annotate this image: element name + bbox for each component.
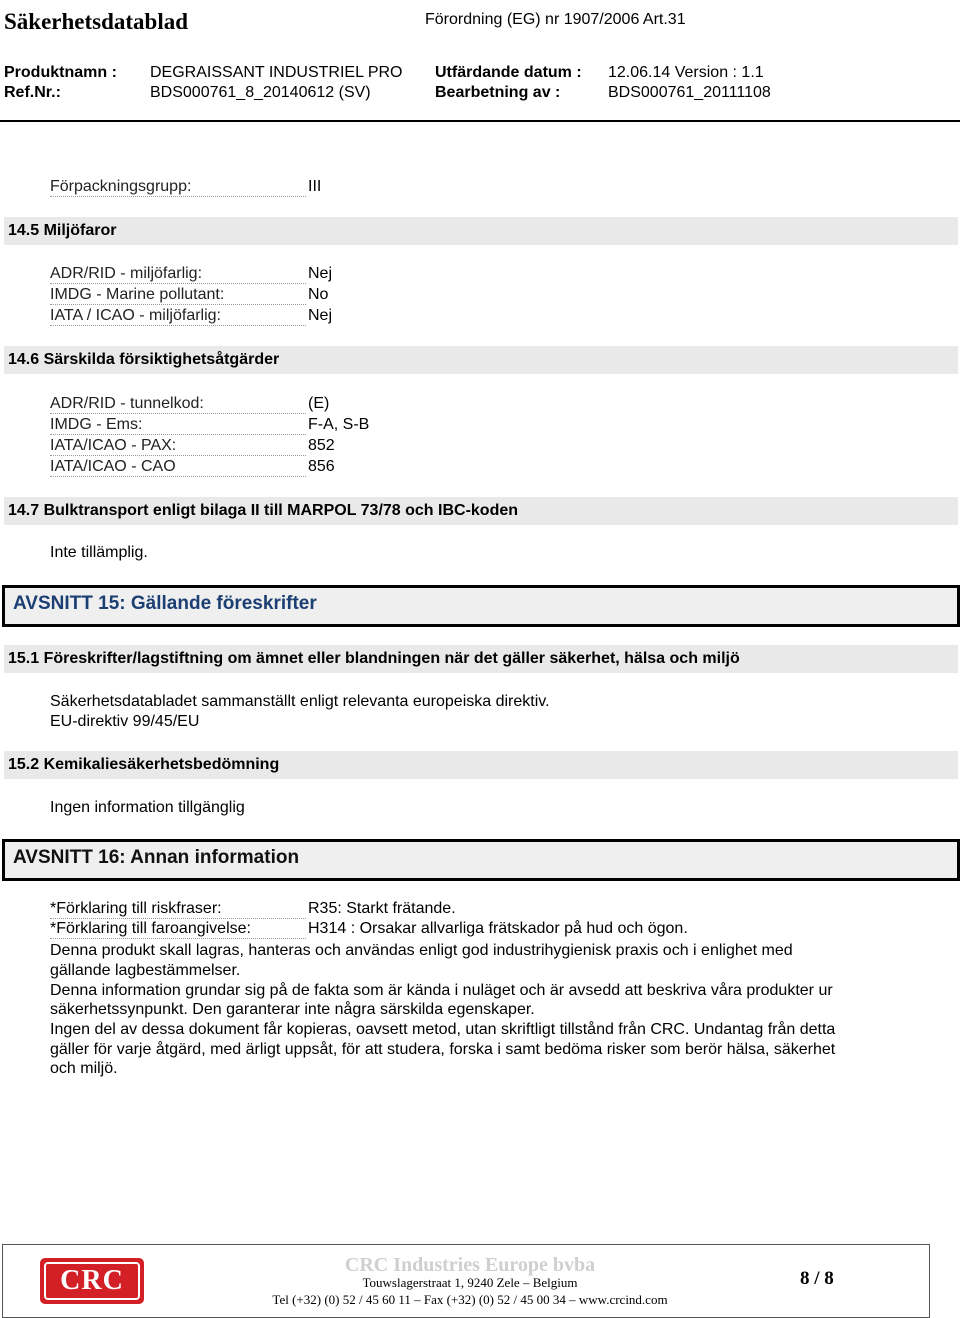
section-14-5-bar: [4, 217, 958, 245]
paragraph-line: Denna produkt skall lagras, hanteras och användas enligt god industrihygienisk praxis och i enlighet med: [50, 942, 793, 959]
packing-group-label: Förpackningsgrupp:: [50, 178, 306, 197]
paragraph-line: gäller för varje åtgärd, med ärligt uppsåt, för att studera, forska i samt bedöma risker som berör hälsa, säkerhet: [50, 1041, 836, 1058]
kv-value: 856: [308, 458, 335, 475]
product-name-label: Produktnamn :: [4, 64, 117, 81]
section-14-6-heading: 14.6 Särskilda försiktighetsåtgärder: [8, 351, 280, 368]
kv-value: (E): [308, 395, 330, 412]
kv-label: IATA/ICAO - CAO: [50, 458, 306, 477]
page-number: 8 / 8: [800, 1268, 834, 1289]
section-15-2-heading: 15.2 Kemikaliesäkerhetsbedömning: [8, 756, 280, 773]
kv-label: ADR/RID - miljöfarlig:: [50, 265, 306, 284]
section-16-title: AVSNITT 16: Annan information: [13, 847, 300, 868]
section-15-1-line: Säkerhetsdatabladet sammanställt enligt relevanta europeiska direktiv.: [50, 693, 550, 710]
kv-value: No: [308, 286, 329, 303]
packing-group-value: III: [308, 178, 322, 195]
footer-contact: Tel (+32) (0) 52 / 45 60 11 – Fax (+32) (0) 52 / 45 00 34 – www.crcind.com: [272, 1292, 668, 1307]
paragraph-line: och miljö.: [50, 1060, 118, 1077]
ref-number-value: BDS000761_8_20140612 (SV): [150, 84, 371, 101]
product-name-value: DEGRAISSANT INDUSTRIEL PRO: [150, 64, 403, 81]
section-15-2-text: Ingen information tillgänglig: [50, 799, 245, 816]
section-15-1-bar: [4, 645, 958, 673]
section-14-5-heading: 14.5 Miljöfaror: [8, 222, 117, 239]
kv-label: IATA / ICAO - miljöfarlig:: [50, 307, 306, 326]
kv-label: IATA/ICAO - PAX:: [50, 437, 306, 456]
hazard-statements-label: *Förklaring till faroangivelse:: [50, 920, 306, 939]
document-title: Säkerhetsdatablad: [4, 9, 189, 34]
paragraph-line: gällande lagbestämmelser.: [50, 962, 241, 979]
kv-label: IMDG - Ems:: [50, 416, 306, 435]
ref-number-label: Ref.Nr.:: [4, 84, 61, 101]
section-16-box: [2, 839, 960, 881]
kv-label: ADR/RID - tunnelkod:: [50, 395, 306, 414]
kv-value: 852: [308, 437, 335, 454]
hazard-statements-value: H314 : Orsakar allvarliga frätskador på hud och ögon.: [308, 920, 688, 937]
section-14-6-bar: [4, 346, 958, 374]
kv-value: Nej: [308, 265, 333, 282]
edited-by-label: Bearbetning av :: [435, 84, 561, 101]
header-divider: [0, 120, 960, 122]
section-14-7-heading: 14.7 Bulktransport enligt bilaga II till MARPOL 73/78 och IBC-koden: [8, 502, 519, 519]
section-14-7-text: Inte tillämplig.: [50, 544, 148, 561]
paragraph-line: Denna information grundar sig på de fakta som är kända i nuläget och är avsedd att beskriva våra produkter ur: [50, 982, 833, 999]
crc-logo-text: CRC: [44, 1262, 140, 1300]
kv-value: F-A, S-B: [308, 416, 370, 433]
paragraph-line: säkerhetssynpunkt. Den garanterar inte några särskilda egenskaper.: [50, 1001, 535, 1018]
issue-date-value: 12.06.14 Version : 1.1: [608, 64, 764, 81]
issue-date-label: Utfärdande datum :: [435, 64, 582, 81]
kv-value: Nej: [308, 307, 333, 324]
paragraph-line: Ingen del av dessa dokument får kopieras, oavsett metod, utan skriftligt tillstånd från CRC. Undantag från detta: [50, 1021, 836, 1038]
section-15-1-line: EU-direktiv 99/45/EU: [50, 713, 200, 730]
kv-label: IMDG - Marine pollutant:: [50, 286, 306, 305]
section-15-title: AVSNITT 15: Gällande föreskrifter: [13, 593, 317, 614]
section-14-7-bar: [4, 497, 958, 525]
crc-logo: [40, 1258, 144, 1304]
section-15-1-heading: 15.1 Föreskrifter/lagstiftning om ämnet eller blandningen när det gäller säkerhet, hälsa och miljö: [8, 650, 740, 667]
footer-address: Touwslagerstraat 1, 9240 Zele – Belgium: [362, 1275, 578, 1290]
edited-by-value: BDS000761_20111108: [608, 84, 771, 101]
footer-company: CRC Industries Europe bvba: [344, 1254, 596, 1276]
section-15-2-bar: [4, 751, 958, 779]
section-15-box: [2, 585, 960, 627]
regulation-reference: Förordning (EG) nr 1907/2006 Art.31: [425, 11, 686, 28]
risk-phrases-value: R35: Starkt frätande.: [308, 900, 456, 917]
risk-phrases-label: *Förklaring till riskfraser:: [50, 900, 306, 919]
